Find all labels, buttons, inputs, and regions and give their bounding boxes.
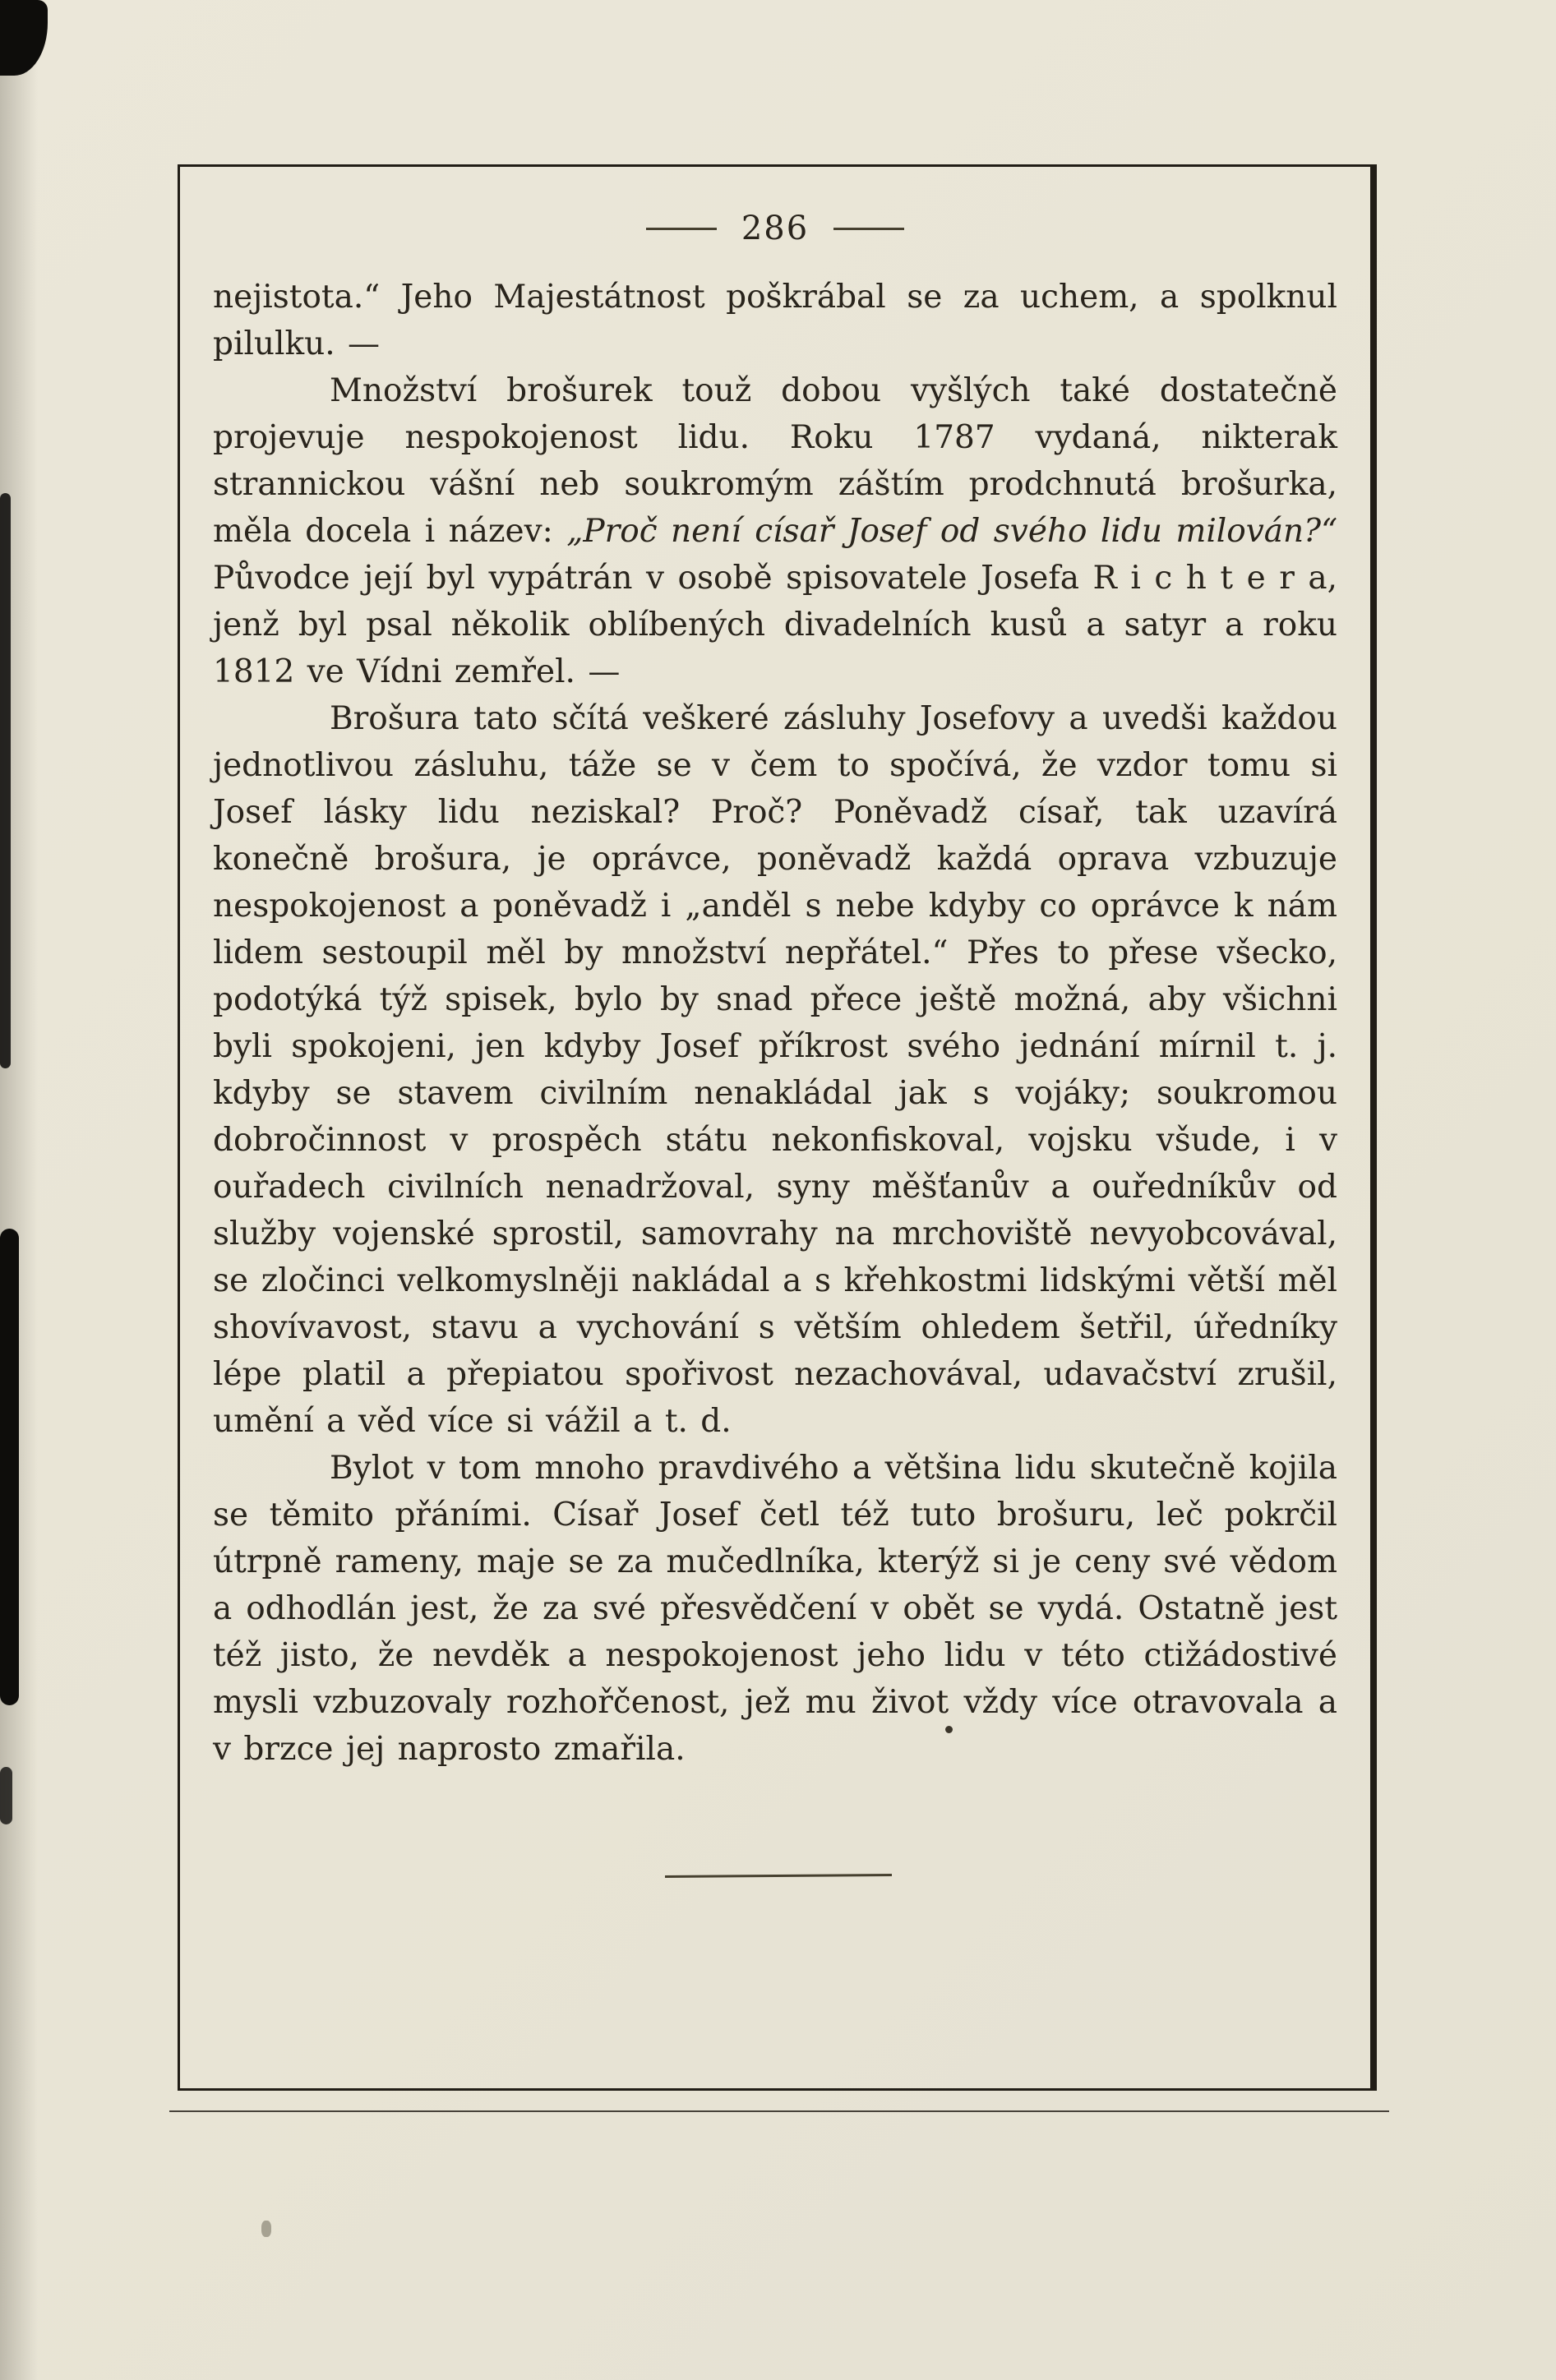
header-dash-right	[833, 228, 904, 230]
scan-artifact	[0, 0, 48, 76]
scan-artifact	[0, 1229, 19, 1705]
paragraph: nejistota.“ Jeho Majestátnost poškrábal se za uchem, a spolknul pilulku. —	[213, 279, 1337, 362]
scan-artifact	[0, 1767, 12, 1824]
quoted-title: „Proč není císař Josef od svého lidu milován?“	[566, 513, 1338, 550]
text-block	[213, 274, 1337, 1773]
header-dash-left	[646, 228, 717, 230]
paragraph: Bylot v tom mnoho pravdivého a většina lidu skutečně kojila se těmito přáními. Císař Josef četl též tuto brošuru, leč pokrčil útrpně rameny, maje se za mučedlníka, kterýž si je ceny své vědom a odhodlán jest, že za své přesvědčení v obět se vydá. Ostatně jest též jisto, že nevděk a nespokojenost jeho lidu v této ctižádostivé mysli vzbuzovaly rozhořčenost, jež mu život vždy více otravovala a v brzce jej naprosto zmařila.	[213, 1450, 1337, 1768]
frame-bottom-rule	[169, 2110, 1389, 2112]
page-number: 286	[741, 210, 810, 247]
closing-rule	[665, 1874, 892, 1878]
page-frame	[178, 164, 1377, 2091]
paragraph: Brošura tato sčítá veškeré zásluhy Josefovy a uvedši každou jednotlivou zásluhu, táže se v čem to spočívá, že vzdor tomu si Josef lásky lidu neziskal? Proč? Poněvadž císař, tak uzavírá konečně brošura, je oprávce, poněvadž každá oprava vzbuzuje nespokojenost a poněvadž i „anděl s nebe kdyby co oprávce k nám lidem sestoupil měl by množství nepřátel.“ Přes to přese všecko, podotýká týž spisek, bylo by snad přece ještě možná, aby všichni byli spokojeni, jen kdyby Josef příkrost svého jednání mírnil t. j. kdyby se stavem civilním nenakládal jak s vojáky; soukromou dobročinnost v prospěch státu nekonfiskoval, vojsku všude, i v ouřadech civilních nenadržoval, syny měšťanův a ouředníkův od služby vojenské sprostil, samovrahy na mrchoviště nevyobcovával, se zločinci velkomyslněji nakládal a s křehkostmi lidskými větší měl shovívavost, stavu a vychování s větším ohledem šetřil, úředníky lépe platil a přepiatou spořivost nezachovával, udavačství zrušil, umění a věd více si vážil a t. d.	[213, 700, 1337, 1440]
page-header	[180, 210, 1370, 247]
paragraph-text: Původce její byl vypátrán v osobě spisovatele Josefa R i c h t e r a, jenž byl psal několik oblíbených divadelních kusů a satyr a roku 1812 ve Vídni zemřel. —	[213, 560, 1337, 690]
paragraph	[213, 367, 1337, 695]
scan-artifact	[0, 493, 11, 1068]
scan-artifact	[261, 2221, 271, 2237]
binding-edge-shadow	[0, 0, 38, 2380]
paragraph-text: Množství brošurek touž dobou vyšlých také dostatečně projevuje nespokojenost lidu. Roku 1787 vydaná, nikterak strannickou vášní neb soukromým záštím prodchnutá brošurka, měla docela i název:	[213, 372, 1337, 550]
